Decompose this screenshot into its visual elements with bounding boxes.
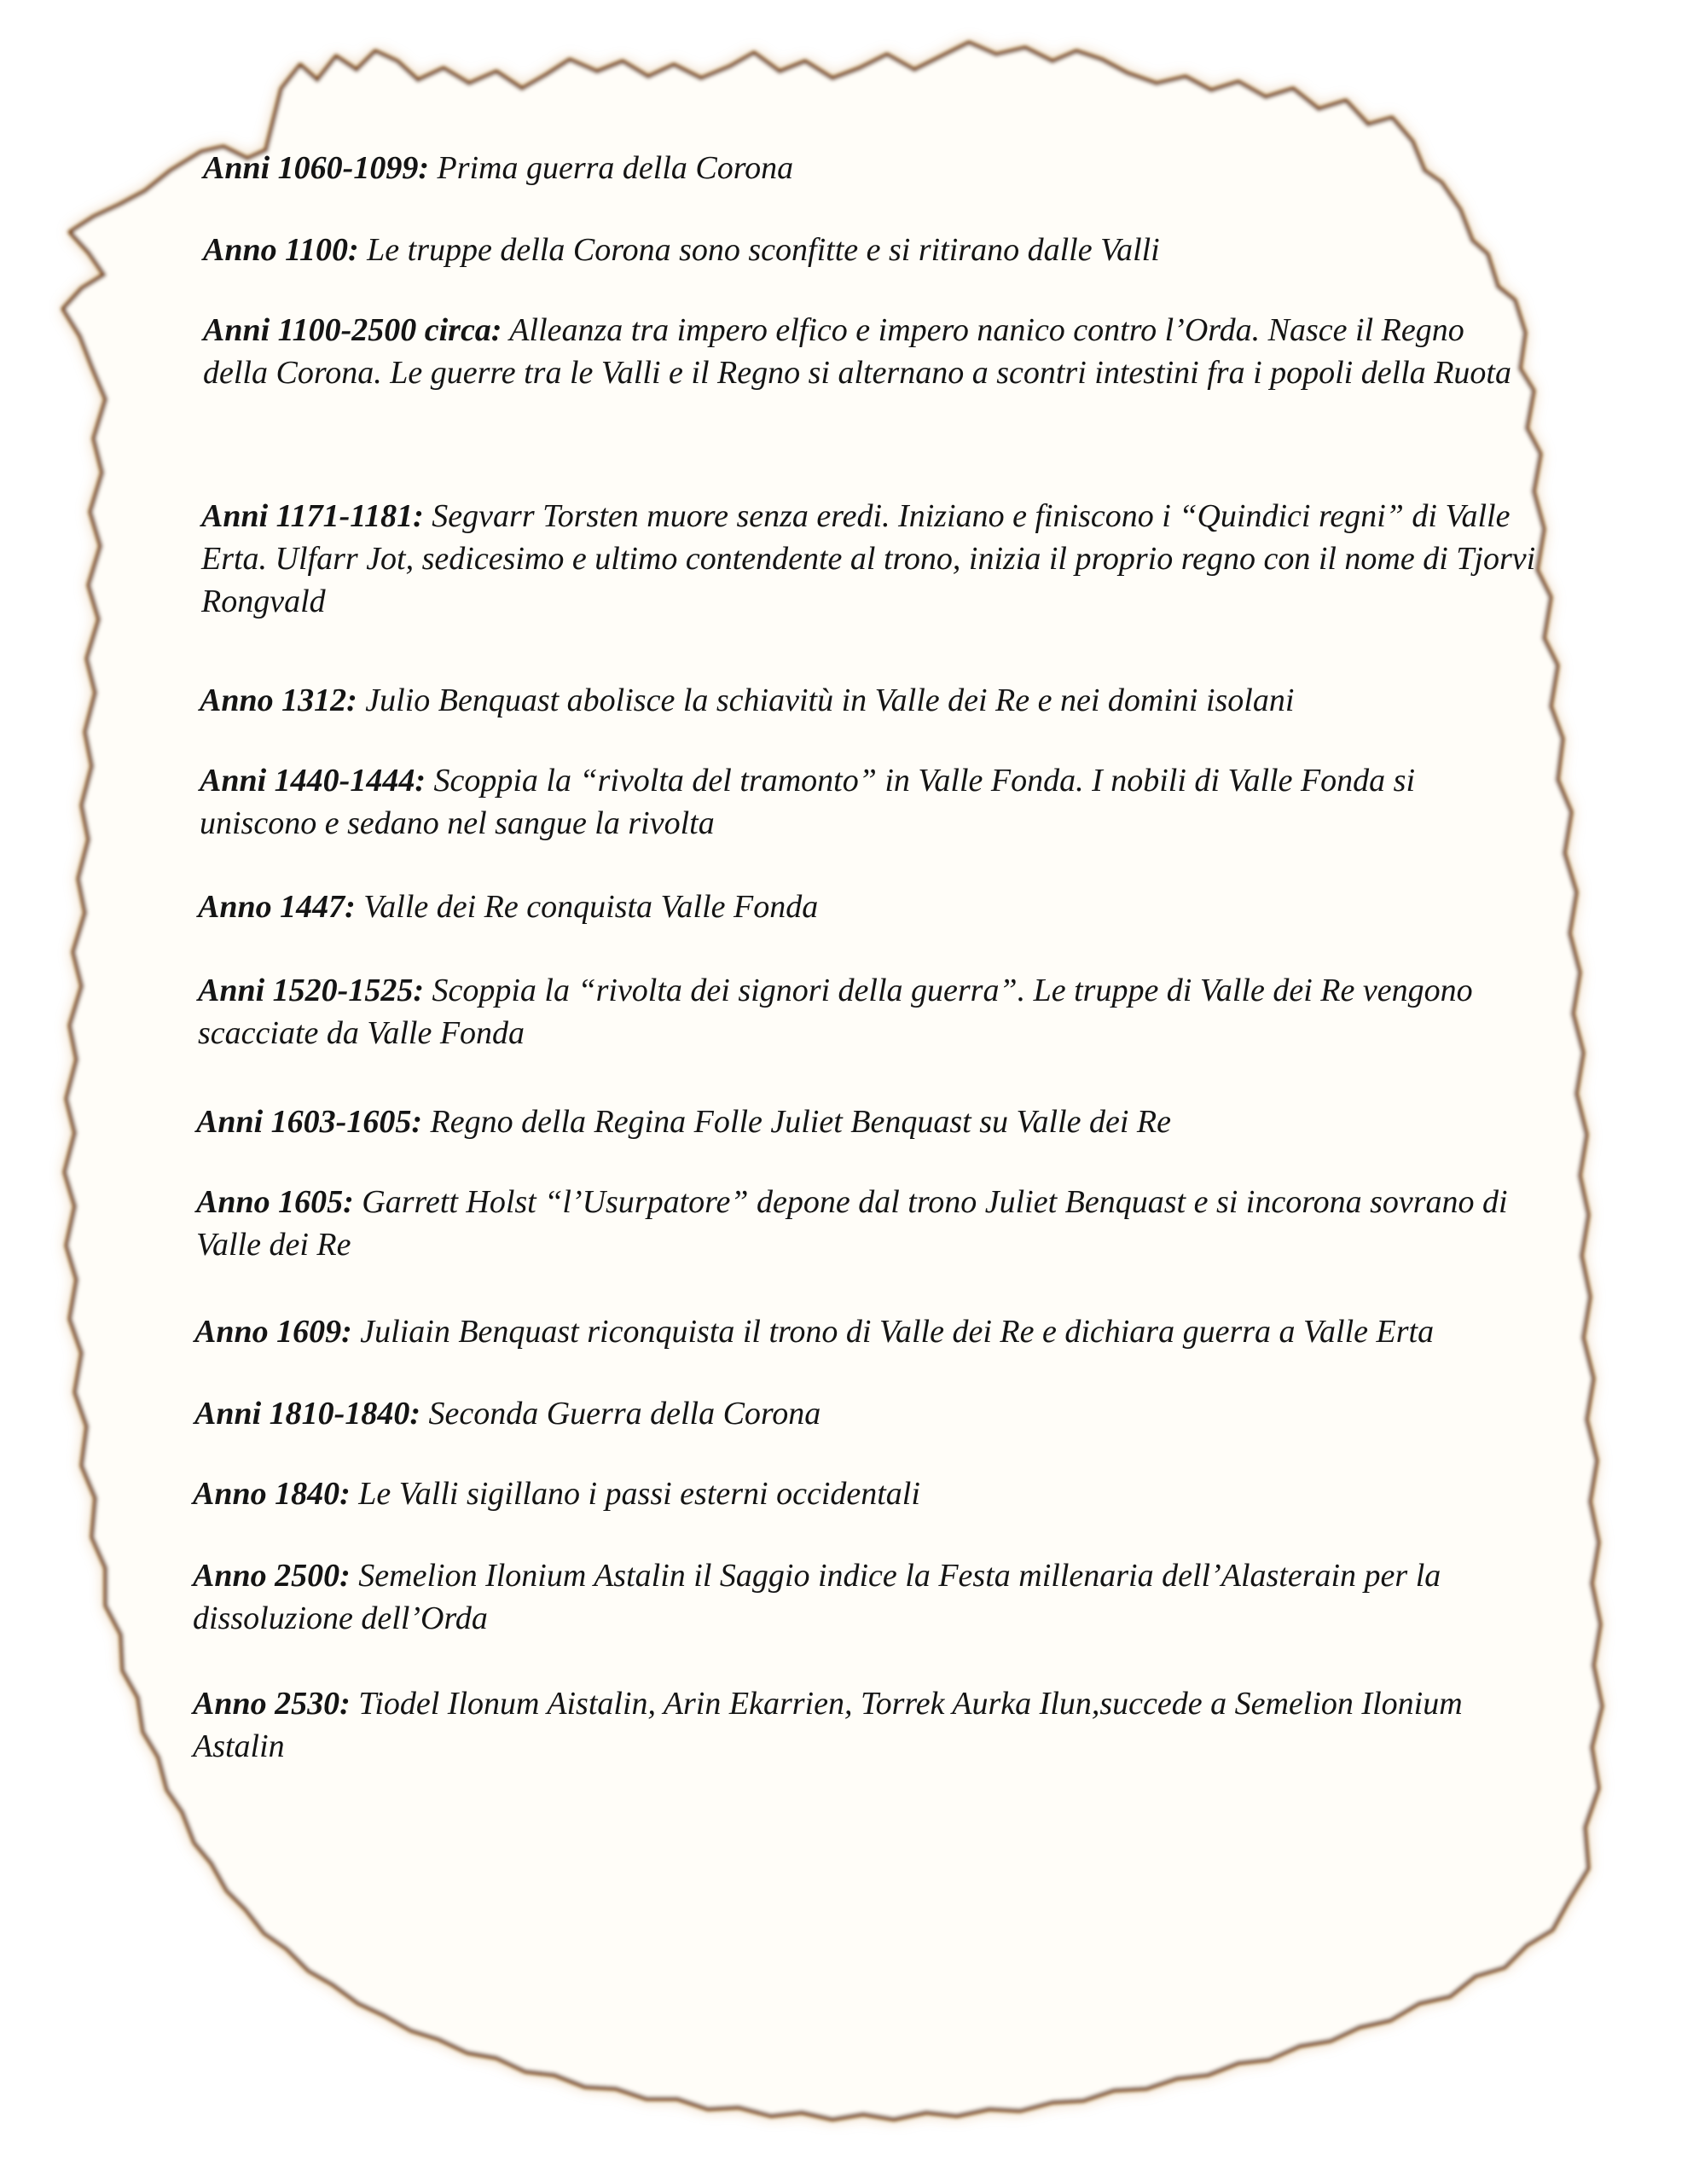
entry-text: Alleanza tra impero elfico e impero nanico contro l’Orda. Nasce il Regno della Corona. Le guerre tra le Valli e il Regno si alternano a scontri intestini fra i popoli della Ruota — [203, 312, 1511, 391]
timeline-entry — [194, 1392, 1559, 1435]
entry-text: Juliain Benquast riconquista il trono di Valle dei Re e dichiara guerra a Valle Erta — [360, 1314, 1435, 1350]
entry-year: Anno 1100: — [203, 232, 359, 268]
entry-year: Anno 1447: — [198, 889, 356, 925]
timeline-entry — [193, 1682, 1489, 1768]
entry-year: Anno 1609: — [194, 1314, 352, 1350]
entry-year: Anni 1603-1605: — [196, 1104, 422, 1140]
entry-text: Scoppia la “rivolta del tramonto” in Valle Fonda. I nobili di Valle Fonda si uniscono e sedano nel sangue la rivolta — [200, 763, 1416, 841]
timeline-entry — [203, 309, 1512, 394]
entry-year: Anni 1060-1099: — [203, 150, 429, 186]
entry-text: Semelion Ilonium Astalin il Saggio indice la Festa millenaria dell’Alasterain per la dissoluzione dell’Orda — [193, 1558, 1441, 1636]
timeline-entry — [196, 1101, 1561, 1143]
timeline-entry — [203, 229, 1534, 271]
timeline-entry — [201, 495, 1549, 623]
entry-year: Anno 1605: — [196, 1184, 354, 1220]
timeline-entry — [200, 679, 1564, 722]
timeline-entry — [203, 147, 1534, 189]
entry-text: Segvarr Torsten muore senza eredi. Iniziano e finiscono i “Quindici regni” di Valle Erta. Ulfarr Jot, sedicesimo e ultimo contendente al trono, inizia il proprio regno con il nome di Tjorvi Rongvald — [201, 498, 1536, 619]
entry-year: Anno 2500: — [193, 1558, 351, 1594]
entry-text: Tiodel Ilonum Aistalin, Arin Ekarrien, Torrek Aurka Ilun,succede a Semelion Ilonium Astalin — [193, 1686, 1463, 1764]
timeline-entry — [193, 1472, 1557, 1515]
entry-year: Anno 2530: — [193, 1686, 351, 1722]
entry-text: Le Valli sigillano i passi esterni occidentali — [358, 1476, 920, 1512]
entry-year: Anni 1810-1840: — [194, 1396, 420, 1432]
entry-text: Garrett Holst “l’Usurpatore” depone dal trono Juliet Benquast e si incorona sovrano di Valle dei Re — [196, 1184, 1508, 1263]
entry-year: Anni 1171-1181: — [201, 498, 424, 534]
timeline-entry — [193, 1554, 1557, 1640]
timeline-entry — [198, 969, 1563, 1054]
entry-text: Julio Benquast abolisce la schiavitù in Valle dei Re e nei domini isolani — [365, 682, 1295, 718]
entry-year: Anno 1840: — [193, 1476, 351, 1512]
timeline-entry — [194, 1310, 1593, 1353]
entry-text: Scoppia la “rivolta dei signori della guerra”. Le truppe di Valle dei Re vengono scacciate da Valle Fonda — [198, 973, 1473, 1051]
entry-text: Le truppe della Corona sono sconfitte e si ritirano dalle Valli — [367, 232, 1160, 268]
entry-text: Valle dei Re conquista Valle Fonda — [363, 889, 819, 925]
entry-year: Anno 1312: — [200, 682, 357, 718]
entry-year: Anni 1100-2500 circa: — [203, 312, 502, 348]
timeline-entry — [200, 759, 1530, 845]
timeline-entry — [196, 1181, 1569, 1266]
entry-text: Regno della Regina Folle Juliet Benquast su Valle dei Re — [430, 1104, 1171, 1140]
entry-text: Seconda Guerra della Corona — [428, 1396, 821, 1432]
timeline-entry — [198, 886, 1563, 928]
entry-year: Anni 1440-1444: — [200, 763, 426, 799]
entry-text: Prima guerra della Corona — [437, 150, 794, 186]
entry-year: Anni 1520-1525: — [198, 973, 424, 1008]
